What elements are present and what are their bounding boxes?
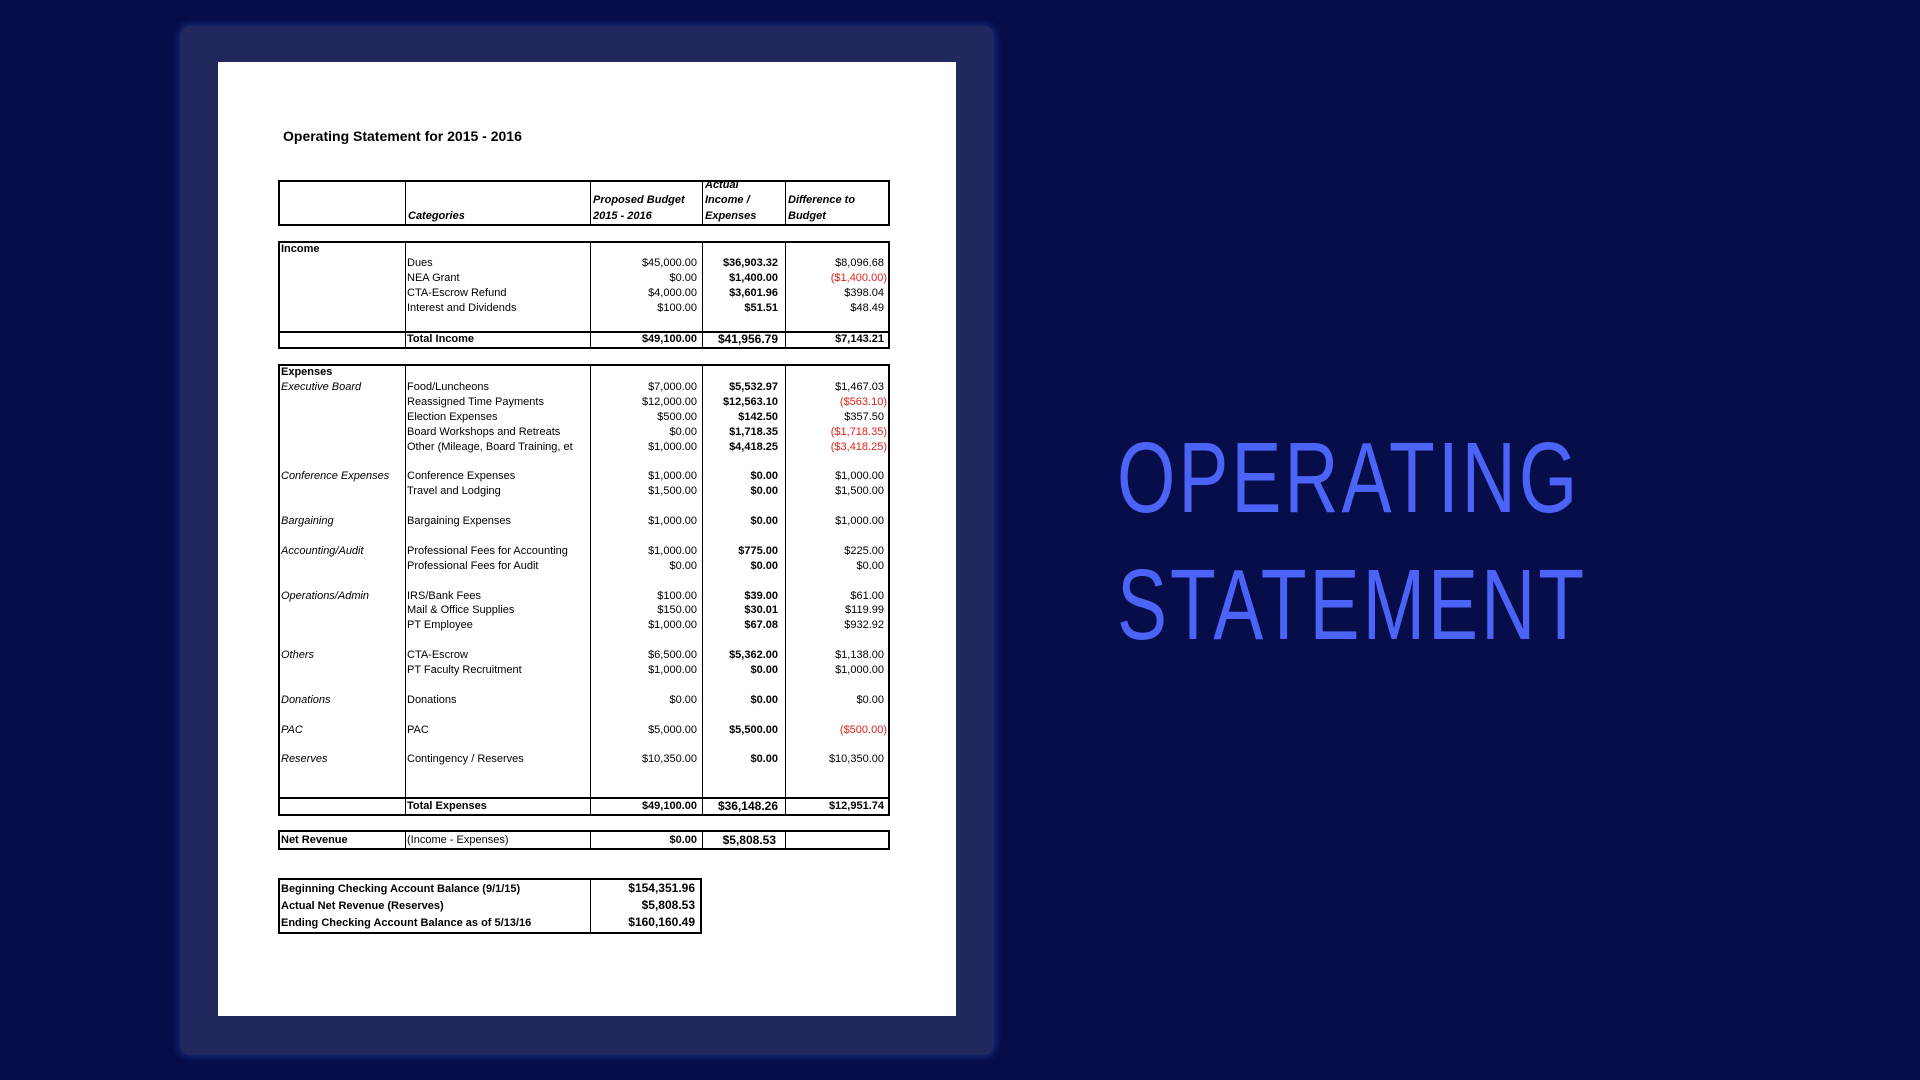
expense-row-actual: $5,532.97	[729, 380, 778, 393]
header-budget: Proposed Budget	[593, 194, 685, 206]
expense-row-actual: $775.00	[738, 544, 778, 557]
total-expenses-label: Total Expenses	[407, 800, 487, 812]
expense-group-name: Donations	[281, 693, 331, 706]
expense-row-actual: $1,718.35	[729, 425, 778, 438]
expenses-label: Expenses	[281, 366, 333, 378]
expense-row-budget: $100.00	[657, 589, 697, 602]
expense-row-budget: $5,000.00	[648, 723, 697, 736]
total-income-label: Total Income	[407, 333, 475, 345]
expense-row-category: Contingency / Reserves	[407, 753, 524, 766]
income-row-actual: $51.51	[744, 302, 778, 314]
expense-row-actual: $30.01	[744, 604, 778, 617]
header-actual: Actual	[705, 179, 739, 191]
expense-row-actual: $142.50	[738, 410, 778, 423]
expense-row-budget: $6,500.00	[648, 649, 697, 662]
net-revenue-actual: $5,808.53	[722, 833, 776, 847]
expense-row-actual: $0.00	[750, 559, 778, 572]
total-income-budget: $49,100.00	[641, 333, 697, 345]
expense-row-budget: $7,000.00	[648, 380, 697, 393]
expense-group-name: Operations/Admin	[281, 589, 370, 602]
net-revenue-formula: (Income - Expenses)	[407, 834, 509, 846]
balance-value: $160,160.49	[628, 915, 695, 929]
column-divider	[405, 241, 406, 349]
expense-row-actual: $67.08	[744, 619, 778, 632]
expense-row-difference: ($3,418.25)	[830, 440, 887, 453]
expense-row-actual: $0.00	[750, 664, 778, 676]
expense-row-actual: $5,362.00	[729, 649, 778, 662]
income-row-category: Interest and Dividends	[407, 302, 517, 314]
net-revenue-label: Net Revenue	[281, 834, 348, 846]
income-row-difference: $48.49	[850, 302, 884, 314]
expense-row-category: Mail & Office Supplies	[407, 604, 515, 617]
expense-row-actual: $12,563.10	[722, 395, 778, 408]
expense-row-category: Travel and Lodging	[407, 485, 501, 498]
expense-row-difference: $1,138.00	[835, 649, 884, 662]
column-divider	[785, 830, 786, 850]
income-row-actual: $36,903.32	[722, 257, 778, 269]
expense-row-actual: $0.00	[750, 515, 778, 527]
expense-row-difference: $1,000.00	[835, 515, 884, 527]
header-actual-2: Income /	[705, 194, 750, 206]
expense-row-difference: $10,350.00	[828, 753, 884, 766]
expense-row-category: IRS/Bank Fees	[407, 589, 481, 602]
income-row-budget: $0.00	[669, 272, 697, 284]
expense-row-category: CTA-Escrow	[407, 649, 468, 662]
column-divider	[405, 364, 406, 816]
income-row-budget: $100.00	[657, 302, 697, 314]
income-label: Income	[281, 243, 320, 255]
expense-row-budget: $1,500.00	[648, 485, 697, 498]
income-row-budget: $4,000.00	[648, 287, 697, 299]
headline-line-2: STATEMENT	[1117, 549, 1588, 661]
expense-row-actual: $0.00	[750, 470, 778, 483]
expense-row-difference: $1,467.03	[835, 380, 884, 393]
expense-row-difference: $61.00	[850, 589, 884, 602]
expense-row-budget: $1,000.00	[648, 440, 697, 453]
expense-row-budget: $1,000.00	[648, 664, 697, 676]
expense-row-category: PAC	[407, 723, 429, 736]
expense-row-difference: $0.00	[856, 559, 884, 572]
expense-row-budget: $500.00	[657, 410, 697, 423]
balance-value: $154,351.96	[628, 881, 695, 895]
expense-row-difference: $119.99	[845, 604, 884, 617]
expense-row-actual: $5,500.00	[729, 723, 778, 736]
headline-line-1: OPERATING	[1117, 422, 1581, 534]
expense-row-actual: $0.00	[750, 485, 778, 498]
expense-row-difference: $1,000.00	[835, 470, 884, 483]
total-income-difference: $7,143.21	[835, 333, 884, 345]
column-divider	[405, 180, 406, 226]
balance-label: Beginning Checking Account Balance (9/1/15)	[281, 883, 521, 895]
expense-row-category: Board Workshops and Retreats	[407, 425, 561, 438]
total-expenses-difference: $12,951.74	[828, 800, 884, 812]
header-difference: Difference to	[788, 194, 856, 206]
expense-row-category: Food/Luncheons	[407, 380, 489, 393]
expense-row-budget: $0.00	[669, 559, 697, 572]
net-revenue-budget: $0.00	[669, 834, 697, 846]
total-expenses-actual: $36,148.26	[717, 799, 778, 813]
header-budget-year: 2015 - 2016	[593, 210, 652, 222]
balance-label: Actual Net Revenue (Reserves)	[281, 900, 444, 912]
income-row-difference: ($1,400.00)	[830, 272, 887, 284]
expense-row-budget: $0.00	[669, 693, 697, 706]
expense-row-budget: $1,000.00	[648, 619, 697, 632]
expense-row-budget: $150.00	[657, 604, 697, 617]
expense-group-name: Bargaining	[281, 515, 334, 527]
expense-group-name: Executive Board	[281, 380, 362, 393]
expense-row-category: PT Faculty Recruitment	[407, 664, 522, 676]
column-divider	[405, 830, 406, 850]
expense-row-category: Professional Fees for Accounting	[407, 544, 568, 557]
expense-group-name: Reserves	[281, 753, 328, 766]
expense-row-difference: $0.00	[856, 693, 884, 706]
expense-row-category: Donations	[407, 693, 457, 706]
expense-row-difference: $932.92	[844, 619, 884, 632]
document-title: Operating Statement for 2015 - 2016	[283, 128, 522, 144]
expense-row-actual: $0.00	[750, 753, 778, 766]
expense-row-category: Reassigned Time Payments	[407, 395, 544, 408]
expense-row-actual: $39.00	[744, 589, 778, 602]
expense-row-budget: $10,350.00	[641, 753, 697, 766]
income-row-budget: $45,000.00	[641, 257, 697, 269]
total-expenses-budget: $49,100.00	[641, 800, 697, 812]
expense-row-difference: $1,500.00	[835, 485, 884, 498]
income-row-actual: $1,400.00	[729, 272, 778, 284]
income-row-category: Dues	[407, 257, 433, 269]
expense-row-budget: $1,000.00	[648, 544, 697, 557]
expense-row-actual: $0.00	[750, 693, 778, 706]
expense-row-difference: $225.00	[844, 544, 884, 557]
expense-row-category: Other (Mileage, Board Training, et	[407, 440, 573, 453]
header-categories: Categories	[408, 210, 465, 222]
expense-group-name: Conference Expenses	[281, 470, 390, 483]
column-divider	[590, 180, 591, 226]
balance-label: Ending Checking Account Balance as of 5/13/16	[281, 917, 532, 929]
expense-group-name: Accounting/Audit	[281, 544, 364, 557]
income-row-difference: $8,096.68	[835, 257, 884, 269]
expense-row-budget: $1,000.00	[648, 515, 697, 527]
expense-row-category: Election Expenses	[407, 410, 498, 423]
expense-row-budget: $12,000.00	[641, 395, 697, 408]
expense-group-name: Others	[281, 649, 315, 662]
expense-row-category: Professional Fees for Audit	[407, 559, 539, 572]
header-actual-3: Expenses	[705, 210, 757, 222]
expense-row-difference: ($1,718.35)	[830, 425, 887, 438]
expense-group-name: PAC	[281, 723, 303, 736]
total-income-actual: $41,956.79	[717, 332, 778, 346]
expense-row-category: Conference Expenses	[407, 470, 516, 483]
expense-row-difference: ($500.00)	[839, 723, 887, 736]
expense-row-difference: $1,000.00	[835, 664, 884, 676]
income-row-category: CTA-Escrow Refund	[407, 287, 507, 299]
balance-value: $5,808.53	[641, 898, 695, 912]
expense-row-budget: $1,000.00	[648, 470, 697, 483]
expense-row-category: PT Employee	[407, 619, 473, 632]
expense-row-budget: $0.00	[669, 425, 697, 438]
expense-row-difference: $357.50	[844, 410, 884, 423]
column-divider	[785, 180, 786, 226]
income-row-category: NEA Grant	[407, 272, 460, 284]
expense-row-actual: $4,418.25	[729, 440, 778, 453]
expense-row-difference: ($563.10)	[839, 395, 887, 408]
expense-row-category: Bargaining Expenses	[407, 515, 511, 527]
header-difference-2: Budget	[788, 210, 826, 222]
income-row-actual: $3,601.96	[729, 287, 778, 299]
income-row-difference: $398.04	[844, 287, 884, 299]
